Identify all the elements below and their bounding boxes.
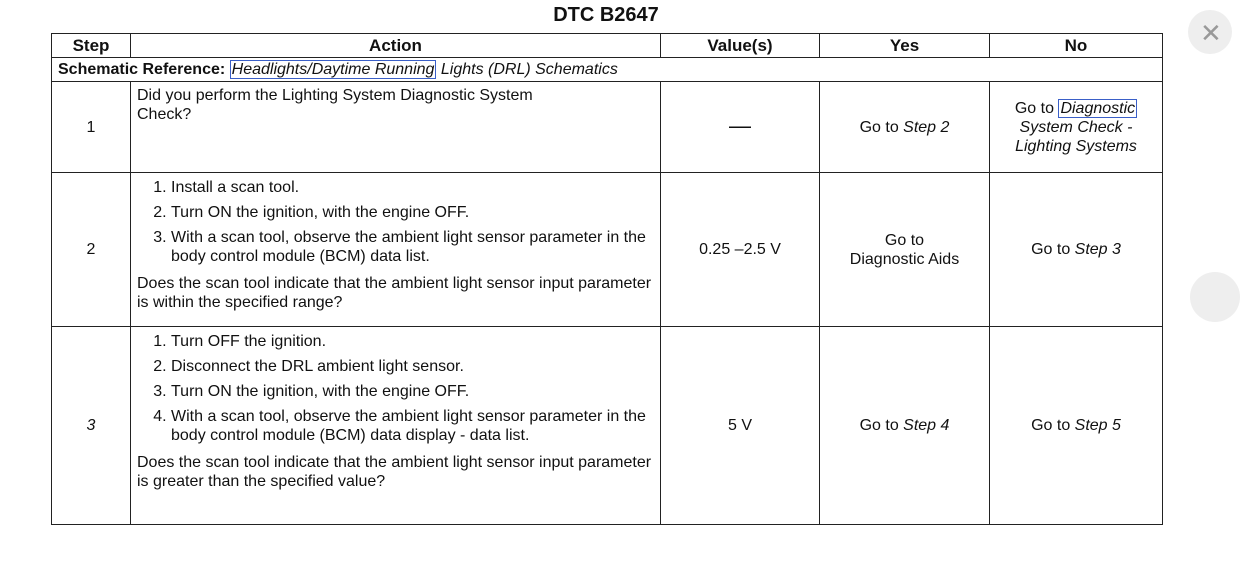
question-text: Does the scan tool indicate that the ambient light sensor input parameter is greater than the specified value? (137, 454, 652, 490)
header-values: Value(s) (661, 34, 820, 58)
list-item: 2. Turn ON the ignition, with the engine OFF. (171, 203, 654, 222)
header-row (52, 34, 1163, 58)
no-cell[interactable] (990, 173, 1163, 327)
question-text: Did you perform the Lighting System Diagnostic System Check? (137, 87, 533, 123)
list-item: 1. Install a scan tool. (171, 178, 654, 197)
action-question (131, 82, 661, 173)
no-text: Go to Step 5 (1031, 417, 1121, 434)
header-action: Action (131, 34, 661, 58)
header-yes: Yes (820, 34, 990, 58)
table-row (52, 82, 1163, 173)
schematic-label: Schematic Reference: (58, 61, 226, 78)
table-row (52, 327, 1163, 525)
yes-cell[interactable] (820, 327, 990, 525)
yes-line-1: Go to (884, 231, 925, 249)
yes-cell[interactable] (820, 82, 990, 173)
schematic-reference (52, 58, 1163, 82)
list-item: 3. Turn ON the ignition, with the engine OFF. (171, 382, 654, 401)
side-nav-button[interactable] (1190, 272, 1240, 322)
list-item: 3. With a scan tool, observe the ambient light sensor parameter in the body control module (BCM) data list. (171, 228, 654, 266)
no-cell[interactable] (990, 82, 1163, 173)
header-no: No (990, 34, 1163, 58)
list-item: 2. Disconnect the DRL ambient light sensor. (171, 357, 654, 376)
value-cell: 5 V (661, 327, 820, 525)
schematic-link[interactable]: Headlights/Daytime Running (231, 61, 435, 78)
no-prefix: Go to (1014, 99, 1054, 117)
value-text: — (729, 113, 751, 138)
no-link[interactable]: Diagnostic (1060, 99, 1136, 117)
page-title: DTC B2647 (553, 4, 659, 26)
step-number: 3 (52, 327, 131, 525)
table-row (52, 173, 1163, 327)
action-steps (137, 178, 654, 266)
diagnostic-table (51, 33, 1163, 525)
no-rest-1: System Check - (1019, 118, 1133, 136)
action-cell (131, 327, 661, 525)
question-text: Does the scan tool indicate that the ambient light sensor input parameter is within the specified range? (137, 275, 652, 311)
list-item: 4. With a scan tool, observe the ambient light sensor parameter in the body control module (BCM) data display - data list. (171, 407, 654, 445)
step-number: 2 (52, 173, 131, 327)
yes-text: Go to Step 4 (859, 417, 950, 434)
header-step: Step (52, 34, 131, 58)
yes-text: Go to Step 2 (859, 118, 950, 136)
action-steps (137, 332, 654, 445)
list-item: 1. Turn OFF the ignition. (171, 332, 654, 351)
value-cell (661, 82, 820, 173)
close-icon: ✕ (1200, 18, 1222, 48)
schematic-reference-row (52, 58, 1163, 82)
step-number: 1 (52, 82, 131, 173)
value-cell: 0.25 –2.5 V (661, 173, 820, 327)
action-cell (131, 173, 661, 327)
yes-line-2: Diagnostic Aids (849, 250, 960, 268)
no-rest-2: Lighting Systems (1015, 137, 1137, 155)
schematic-link-rest: Lights (DRL) Schematics (436, 61, 618, 78)
no-cell[interactable] (990, 327, 1163, 525)
no-text: Go to Step 3 (1031, 241, 1121, 258)
yes-cell[interactable] (820, 173, 990, 327)
